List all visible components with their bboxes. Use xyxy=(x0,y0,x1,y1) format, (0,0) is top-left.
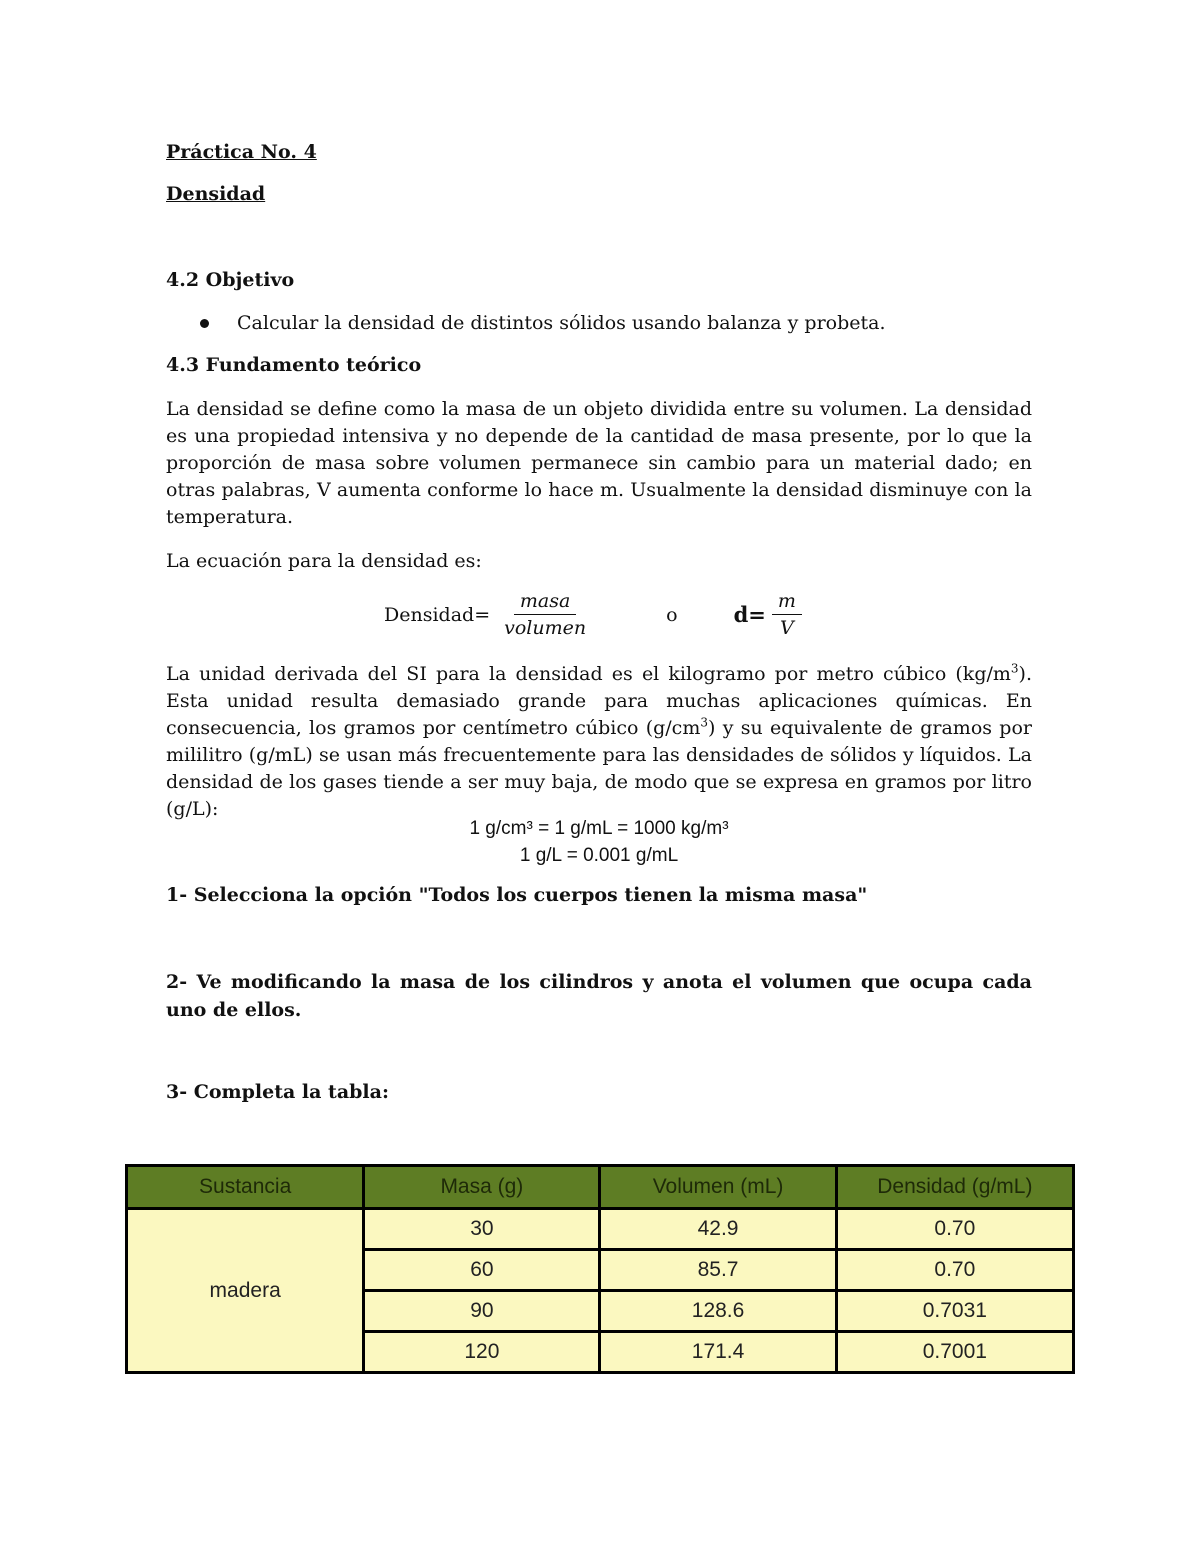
theory-paragraph-2 xyxy=(166,661,1032,823)
table-header-row xyxy=(127,1166,1074,1209)
conversion-1: 1 g/cm³ = 1 g/mL = 1000 kg/m³ xyxy=(469,818,729,839)
p2-part2: ). Esta unidad resulta demasiado grande para muchas aplicaciones químicas. En consecuencia, los gramos por centímetro cúbico (g/cm xyxy=(166,663,1032,739)
equation-separator: o xyxy=(666,603,678,626)
density-cell: 0.7031 xyxy=(836,1291,1073,1332)
mass-cell: 90 xyxy=(364,1291,600,1332)
mass-cell: 120 xyxy=(364,1332,600,1373)
p2-part1: La unidad derivada del SI para la densidad es el kilogramo por metro cúbico (kg/m xyxy=(166,663,1011,685)
header-mass: Masa (g) xyxy=(364,1166,600,1209)
substance-cell: madera xyxy=(127,1209,364,1373)
density-equation xyxy=(384,590,802,639)
density-cell: 0.70 xyxy=(836,1209,1073,1250)
equation-short-numerator: m xyxy=(772,590,802,615)
equation-short-fraction xyxy=(772,590,802,639)
bullet-icon xyxy=(200,319,209,328)
table-row xyxy=(127,1209,1074,1250)
header-volume: Volumen (mL) xyxy=(600,1166,836,1209)
p2-part3: ) y su equivalente de gramos por mililitro (g/mL) se usan más frecuentemente para las densidades de sólidos y líquidos. La densidad de los gases tiende a ser muy baja, de modo que se expresa en gramos por litro (g/L): xyxy=(166,717,1032,820)
volume-cell: 85.7 xyxy=(600,1250,836,1291)
density-cell: 0.7001 xyxy=(836,1332,1073,1373)
step-3: 3- Completa la tabla: xyxy=(166,1081,389,1103)
equation-short-denominator: V xyxy=(779,617,794,639)
objective-heading: 4.2 Objetivo xyxy=(166,269,295,291)
equation-fraction xyxy=(498,590,592,639)
conversion-2: 1 g/L = 0.001 g/mL xyxy=(519,845,679,866)
practice-title: Práctica No. 4 xyxy=(166,141,317,163)
volume-cell: 42.9 xyxy=(600,1209,836,1250)
p2-sup1: 3 xyxy=(1010,661,1019,676)
mass-cell: 30 xyxy=(364,1209,600,1250)
p2-sup2: 3 xyxy=(700,715,708,730)
step-2: 2- Ve modificando la masa de los cilindros y anota el volumen que ocupa cada uno de ellos. xyxy=(166,971,1032,1021)
density-table xyxy=(125,1164,1075,1374)
objective-bullet-text: Calcular la densidad de distintos sólidos usando balanza y probeta. xyxy=(237,312,886,334)
equation-intro: La ecuación para la densidad es: xyxy=(166,550,482,572)
theory-heading: 4.3 Fundamento teórico xyxy=(166,354,422,376)
objective-bullet-item xyxy=(200,310,886,337)
volume-cell: 128.6 xyxy=(600,1291,836,1332)
volume-cell: 171.4 xyxy=(600,1332,836,1373)
topic-title: Densidad xyxy=(166,183,266,205)
equation-lhs: Densidad= xyxy=(384,603,491,626)
equation-denominator: volumen xyxy=(504,617,587,639)
density-cell: 0.70 xyxy=(836,1250,1073,1291)
equation-short-lhs: d= xyxy=(733,602,766,627)
header-substance: Sustancia xyxy=(127,1166,364,1209)
header-density: Densidad (g/mL) xyxy=(836,1166,1073,1209)
step-1: 1- Selecciona la opción "Todos los cuerpos tienen la misma masa" xyxy=(166,884,868,906)
theory-paragraph-1: La densidad se define como la masa de un objeto dividida entre su volumen. La densidad es una propiedad intensiva y no depende de la cantidad de masa presente, por lo que la proporción de masa sobre volumen permanece sin cambio para un material dado; en otras palabras, V aumenta conforme lo hace m. Usualmente la densidad disminuye con la temperatura. xyxy=(166,398,1032,528)
mass-cell: 60 xyxy=(364,1250,600,1291)
equation-numerator: masa xyxy=(514,590,576,615)
